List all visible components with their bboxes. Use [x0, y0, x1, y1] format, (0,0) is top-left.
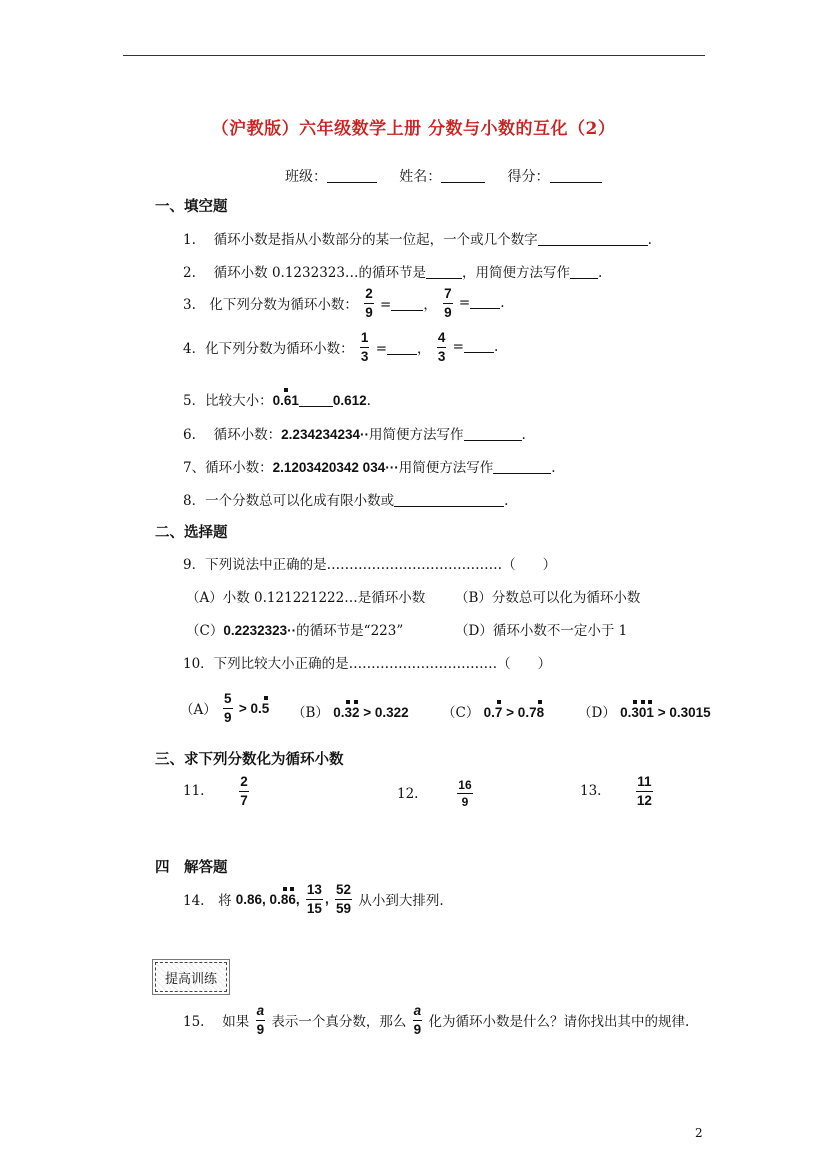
decimal: 0.2232323 — [223, 623, 288, 638]
question-9: 9．下列说法中正确的是…………………………………（ ） — [183, 557, 557, 573]
section-multiple-choice: 二、选择题 — [155, 524, 228, 541]
question-3-text: 3. 化下列分数为循环小数： — [183, 297, 358, 313]
question-12 — [397, 779, 475, 808]
option-label: （D） — [578, 705, 616, 721]
question-15-text-c: 化为循环小数是什么？请你找出其中的规律. — [428, 1014, 690, 1030]
fraction: $\frac{2}{7}$ — [240, 774, 248, 808]
score-blank[interactable] — [550, 168, 602, 183]
question-3: 3. 化下列分数为循环小数： $\frac{2}{9}$ = ， $\frac{7}{9}$ = . — [183, 286, 505, 320]
answer-blank[interactable] — [426, 265, 462, 279]
answer-blank[interactable] — [387, 341, 417, 355]
answer-blank[interactable] — [464, 339, 494, 353]
page-number: 2 — [695, 1126, 703, 1140]
option-label: （C） — [442, 705, 480, 721]
fraction: $\frac{52}{59}$ — [336, 882, 352, 916]
decimal: 2.234234234 — [281, 427, 361, 442]
question-12-label: 12. — [397, 785, 419, 802]
answer-blank[interactable] — [470, 295, 500, 309]
fraction: $\frac{a}{9}$ — [413, 1003, 422, 1037]
question-8: 8．一个分数总可以化成有限小数或 . — [183, 493, 509, 509]
question-2-text: 2. 循环小数 0.1232323…的循环节是 — [183, 265, 426, 281]
option-9c: （C）0.2232323··的循环节是“223” — [186, 623, 404, 639]
question-15 — [183, 1004, 689, 1036]
section-answer: 四 解答题 — [155, 859, 228, 876]
answer-blank[interactable] — [299, 393, 333, 407]
option-9c-text: 的循环节是“223” — [296, 623, 404, 639]
question-4: 4．化下列分数为循环小数： $\frac{1}{3}$ = ， $\frac{4}{3}$ = . — [183, 330, 499, 364]
student-info — [285, 166, 602, 186]
fraction: $\frac{a}{9}$ — [256, 1003, 265, 1037]
question-11 — [183, 775, 251, 807]
advanced-training-badge: 提高训练 — [155, 962, 227, 992]
option-10c: （C） 0.7 > 0.78 — [442, 705, 545, 721]
score-label: 得分： — [507, 169, 550, 185]
option-9d: （D）循环小数不一定小于 1 — [455, 623, 628, 639]
question-13-label: 13. — [580, 783, 602, 799]
question-13 — [580, 775, 655, 807]
question-7-text-b: 用简便方法写作 — [398, 460, 494, 476]
question-14: 14. 将 0.86, 0.86, $\frac{13}{15}$ , $\frac{52}{59}$ 从小到大排列. — [183, 882, 444, 916]
question-14-text-b: 从小到大排列. — [358, 893, 444, 909]
decimal: 0.612 — [332, 393, 367, 408]
option-9b: （B）分数总可以化为循环小数 — [455, 590, 641, 606]
question-4-text: 4．化下列分数为循环小数： — [183, 341, 354, 357]
header-rule — [123, 55, 705, 56]
question-10: 10．下列比较大小正确的是……………………………（ ） — [183, 656, 552, 672]
question-1: 1. 循环小数是指从小数部分的某一位起，一个或几个数字 . — [183, 232, 652, 248]
fraction: $\frac{11}{12}$ — [636, 774, 652, 808]
fraction: $\frac{13}{15}$ — [306, 882, 322, 916]
answer-blank[interactable] — [391, 297, 423, 311]
question-15-text: 15. 如果 — [183, 1014, 250, 1030]
question-7-text: 7、循环小数： — [183, 460, 273, 476]
answer-blank[interactable] — [464, 427, 522, 441]
option-9a: （A）小数 0.121221222…是循环小数 — [186, 590, 426, 606]
option-label: （A） — [180, 702, 217, 718]
question-7: 7、循环小数：2.1203420342 034···用简便方法写作 . — [183, 460, 556, 476]
class-blank[interactable] — [327, 168, 377, 183]
fraction: $\frac{16}{9}$ — [458, 778, 472, 809]
question-6-text-b: 用简便方法写作 — [369, 427, 464, 443]
question-1-text: 1. 循环小数是指从小数部分的某一位起，一个或几个数字 — [183, 232, 538, 248]
question-14-text: 14. 将 — [183, 893, 232, 909]
answer-blank[interactable] — [394, 493, 504, 507]
fraction: $\frac{7}{9}$ — [444, 286, 452, 320]
class-label: 班级： — [285, 169, 327, 185]
question-6: 6. 循环小数：2.234234234··用简便方法写作 . — [183, 427, 526, 443]
option-10b: （B） 0.32 > 0.322 — [292, 705, 409, 721]
question-6-text: 6. 循环小数： — [183, 427, 282, 443]
question-8-text: 8．一个分数总可以化成有限小数或 — [183, 493, 395, 509]
fraction: $\frac{1}{3}$ — [360, 330, 369, 364]
question-15-text-b: 表示一个真分数，那么 — [271, 1014, 407, 1030]
name-blank[interactable] — [441, 168, 485, 183]
question-5-text: 5．比较大小： — [183, 393, 273, 409]
option-label: （B） — [292, 705, 329, 721]
name-label: 姓名： — [399, 169, 442, 185]
option-9c-label: （C） — [186, 623, 224, 639]
decimal: 2.1203420342 034 — [272, 460, 386, 475]
fraction: $\frac{2}{9}$ — [365, 286, 373, 320]
section-convert: 三、求下列分数化为循环小数 — [155, 751, 344, 768]
page-title: （沪教版）六年级数学上册 分数与小数的互化（2） — [211, 119, 616, 139]
section-fill-in: 一、填空题 — [155, 198, 228, 215]
option-10a: （A） $\frac{5}{9}$ > 0.5 — [180, 691, 270, 725]
fraction: $\frac{5}{9}$ — [224, 691, 232, 725]
question-2-text-b: ，用简便方法写作 — [461, 265, 570, 281]
question-2: 2. 循环小数 0.1232323…的循环节是 ，用简便方法写作 . — [183, 265, 603, 281]
answer-blank[interactable] — [538, 232, 648, 246]
answer-blank[interactable] — [570, 265, 598, 279]
option-10d: （D） 0.301 > 0.3015 — [578, 705, 711, 721]
repeating-decimal: 0.61 — [272, 393, 299, 408]
question-5: 5．比较大小：0.61 0.612. — [183, 393, 371, 409]
fraction: $\frac{4}{3}$ — [437, 330, 446, 364]
question-11-label: 11. — [183, 783, 205, 799]
answer-blank[interactable] — [493, 460, 551, 474]
